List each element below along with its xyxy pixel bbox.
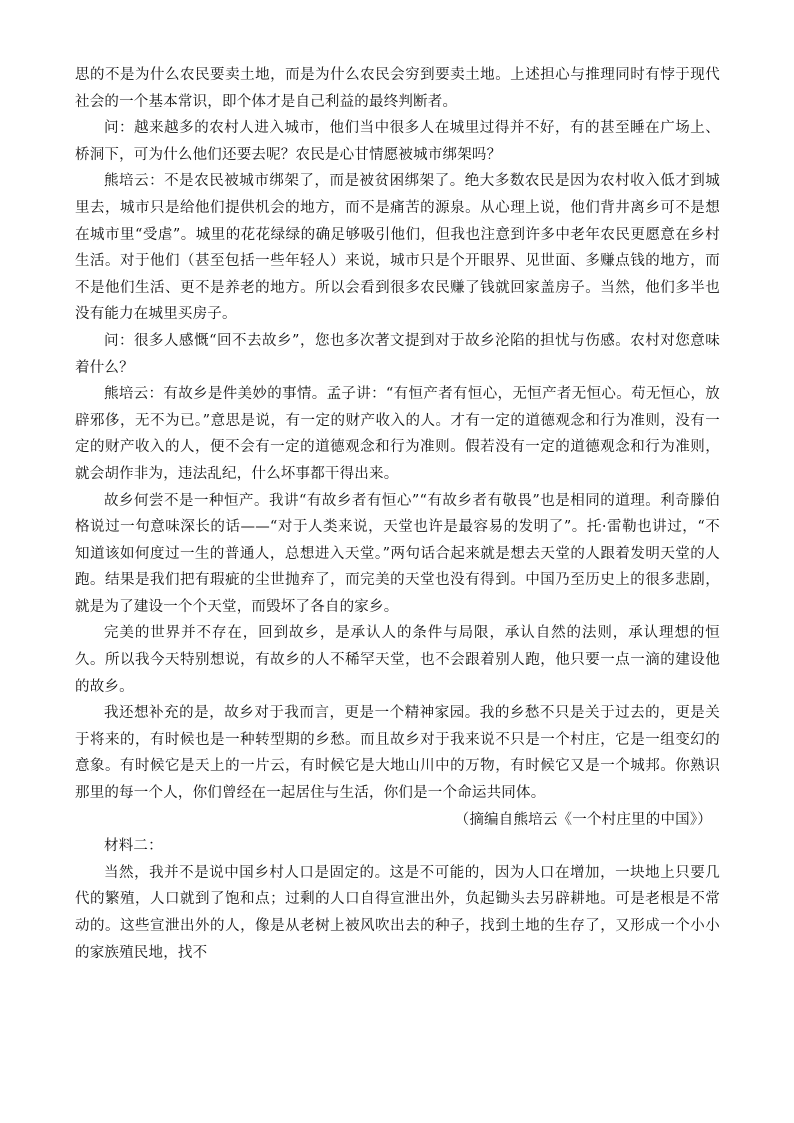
paragraph-spiritual-home: 我还想补充的是，故乡对于我而言，更是一个精神家园。我的乡愁不只是关于过去的，更是关于将来的，有时候也是一种转型期的乡愁。而且故乡对于我来说不只是一个村庄，它是一组变幻的意象。有时候它是天上的一片云，有时候它是大地山川中的万物，有时候它又是一个城邦。你熟识那里的每一个人，你们曾经在一起居住与生活，你们是一个命运共同体。 bbox=[75, 705, 720, 802]
paragraph-1: 思的不是为什么农民要卖土地，而是为什么农民会穷到要卖土地。上述担心与推理同时有悖于现代社会的一个基本常识，即个体才是自己利益的最终判断者。 bbox=[75, 67, 720, 110]
source-citation: （摘编自熊培云《一个村庄里的中国》） bbox=[454, 811, 712, 828]
paragraph-material-two: 当然，我并不是说中国乡村人口是固定的。这是不可能的，因为人口在增加，一块地上只要几代的繁殖，人口就到了饱和点；过剩的人口自得宣泄出外，负起锄头去另辟耕地。可是老根是不常动的。这些宣泄出外的人，像是从老树上被风吹出去的种子，找到土地的生存了，又形成一个小小的家族殖民地，找不 bbox=[75, 864, 720, 961]
document-page bbox=[75, 62, 720, 966]
paragraph-answer-1: 熊培云：不是农民被城市绑架了，而是被贫困绑架了。绝大多数农民是因为农村收入低才到城里去，城市只是给他们提供机会的地方，而不是痛苦的源泉。从心理上说，他们背井离乡可不是想在城市里“受虐”。城里的花花绿绿的确足够吸引他们，但我也注意到许多中老年农民更愿意在乡村生活。对于他们（甚至包括一些年轻人）来说，城市只是个开眼界、见世面、多赚点钱的地方，而不是他们生活、更不是养老的地方。所以会看到很多农民赚了钱就回家盖房子。当然，他们多半也没有能力在城里买房子。 bbox=[75, 173, 720, 323]
paragraph-answer-2: 熊培云：有故乡是件美妙的事情。孟子讲：“有恒产者有恒心，无恒产者无恒心。苟无恒心，放辟邪侈，无不为已。”意思是说，有一定的财产收入的人。才有一定的道德观念和行为准则，没有一定的财产收入的人，便不会有一定的道德观念和行为准则。假若没有一定的道德观念和行为准则，就会胡作非为，违法乱纪，什么坏事都干得出来。 bbox=[75, 386, 720, 482]
material-two-heading: 材料二： bbox=[104, 838, 163, 855]
paragraph-perfect-world: 完美的世界并不存在，回到故乡，是承认人的条件与局限，承认自然的法则，承认理想的恒久。所以我今天特别想说，有故乡的人不稀罕天堂，也不会跟着别人跑，他只要一点一滴的建设他的故乡。 bbox=[75, 625, 720, 695]
paragraph-hometown: 故乡何尝不是一种恒产。我讲“有故乡者有恒心”“有故乡者有敬畏”也是相同的道理。利奇滕伯格说过一句意味深长的话——“对于人类来说，天堂也许是最容易的发明了”。托·雷勒也讲过，“不知道该如何度过一生的普通人，总想进入天堂。”两句话合起来就是想去天堂的人跟着发明天堂的人跑。结果是我们把有瑕疵的尘世抛弃了，而完美的天堂也没有得到。中国乃至历史上的很多悲剧，就是为了建设一个个天堂，而毁坏了各自的家乡。 bbox=[75, 492, 720, 615]
paragraph-question-2: 问：很多人感慨“回不去故乡”，您也多次著文提到对于故乡沦陷的担忧与伤感。农村对您意味着什么？ bbox=[75, 332, 720, 376]
paragraph-question-1: 问：越来越多的农村人进入城市，他们当中很多人在城里过得并不好，有的甚至睡在广场上、桥洞下，可为什么他们还要去呢？农民是心甘情愿被城市绑架吗？ bbox=[75, 120, 720, 163]
